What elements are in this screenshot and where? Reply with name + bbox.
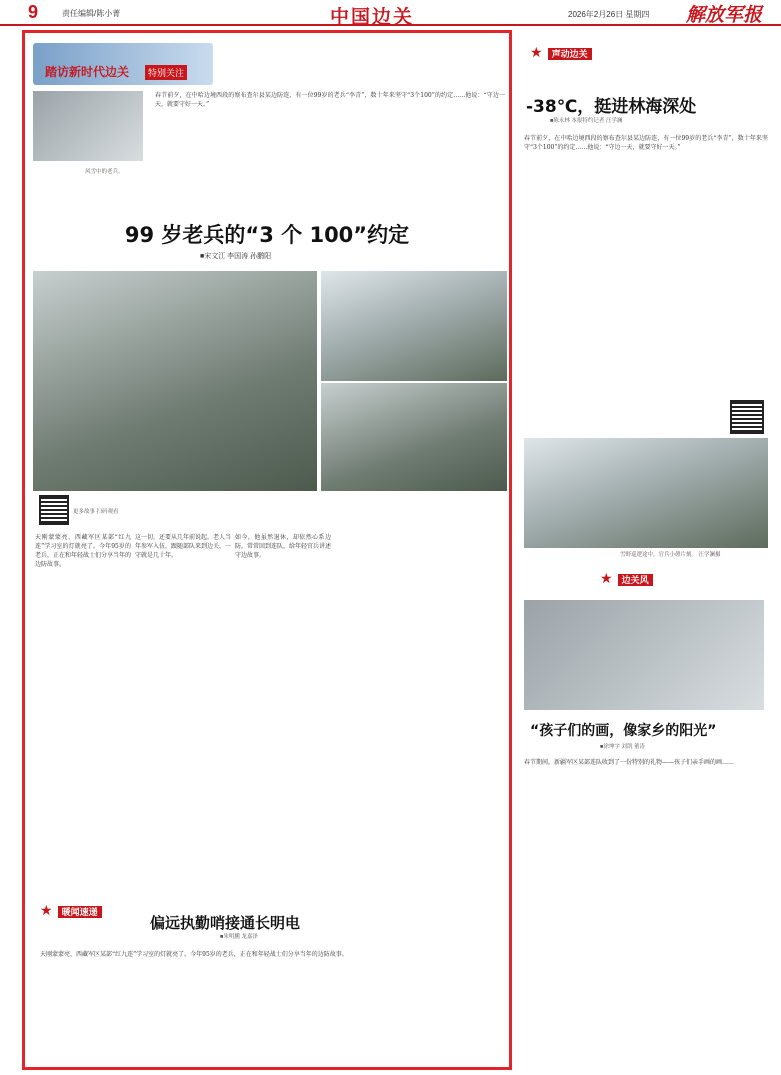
- body-col-3: 如今，他虽然退休，却依然心系边防，常常回到连队，给年轻官兵讲述守边故事。: [235, 534, 331, 559]
- poem-body: 春节期间，新疆军区某部连队收到了一份特别的礼物——孩子们亲手画的画……: [524, 759, 735, 766]
- page-number: 9: [28, 2, 39, 22]
- border-patrol-photo: [321, 271, 507, 381]
- feature-banner: [33, 43, 213, 85]
- bottom-body: 天刚蒙蒙亮，西藏军区某部“红九连”学习室的灯就亮了。今年95岁的老兵，正在和年轻战士们分享当年的边防故事。: [40, 951, 348, 958]
- soldiers-photo: [321, 383, 507, 491]
- right-byline: ■陈永林 本报特约记者 汪学澜: [550, 118, 623, 124]
- page-header: [0, 0, 781, 26]
- star-icon: ★: [600, 571, 613, 587]
- editor-credit: 责任编辑/陈小菁: [62, 9, 121, 18]
- patrol-photo-caption: 雪野巡逻途中，官兵小憩片刻。 汪学澜摄: [620, 552, 721, 558]
- main-byline: ■宋文江 李国涛 孙鹏阳: [200, 253, 272, 260]
- section-tag-warm-news: ★ 暖闻速递: [40, 900, 102, 919]
- right-body: 春节前夕，在中哈边境西段的察布查尔县某边防连，有一位99岁的老兵“李青”，数十年来坚守“3个100”的约定……他说：“守边一天，就要守好一天。”: [524, 135, 768, 151]
- patrol-photo: [524, 438, 768, 548]
- star-icon: ★: [530, 45, 543, 61]
- banner-badge: 特别关注: [145, 65, 187, 80]
- poem-byline: ■徐坤宇 刘凯 董涛: [600, 744, 645, 750]
- star-icon: ★: [40, 903, 53, 919]
- snow-photo: [33, 91, 143, 161]
- photo-caption-snow: 风雪中的老兵。: [85, 169, 124, 175]
- right-title: -38℃，挺进林海深处: [526, 97, 697, 117]
- intro-text: 春节前夕，在中哈边境西段的察布查尔县某边防连，有一位99岁的老兵“李青”，数十年来坚守“3个100”的约定……他说：“守边一天，就要守好一天。”: [155, 92, 505, 108]
- banner-title: 踏访新时代边关: [45, 65, 130, 79]
- issue-date: 2026年2月26日 星期四: [568, 10, 650, 19]
- newspaper-logo: 解放军报: [686, 4, 763, 26]
- body-col-1: 天刚蒙蒙亮，西藏军区某部“红九连”学习室的灯就亮了。今年95岁的老兵，正在和年轻战士们分享当年的边防故事。: [35, 534, 131, 568]
- section-tag-voice: ★ 声动边关: [530, 42, 592, 61]
- section-title: 中国边关: [330, 7, 415, 28]
- bottom-byline: ■朱明鹏 龙嘉泽: [220, 934, 258, 940]
- scan-caption-1: 更多故事 扫码观看: [73, 509, 119, 515]
- poem-title: “孩子们的画，像家乡的阳光”: [530, 723, 717, 739]
- qr-code-1[interactable]: [39, 495, 69, 525]
- main-title: 99 岁老兵的“3 个 100”约定: [124, 223, 410, 247]
- body-col-2: 这一切，还要从几年前说起。老人当年参军入伍，跟随部队来到边关，一守就是几十年。: [135, 534, 231, 559]
- section-tag-wind: ★ 边关风: [600, 568, 653, 587]
- veterans-photo: [33, 271, 317, 491]
- qr-code-2[interactable]: [730, 400, 764, 434]
- childrens-drawing-photo: [524, 600, 764, 710]
- bottom-title: 偏远执勤哨接通长明电: [150, 914, 301, 932]
